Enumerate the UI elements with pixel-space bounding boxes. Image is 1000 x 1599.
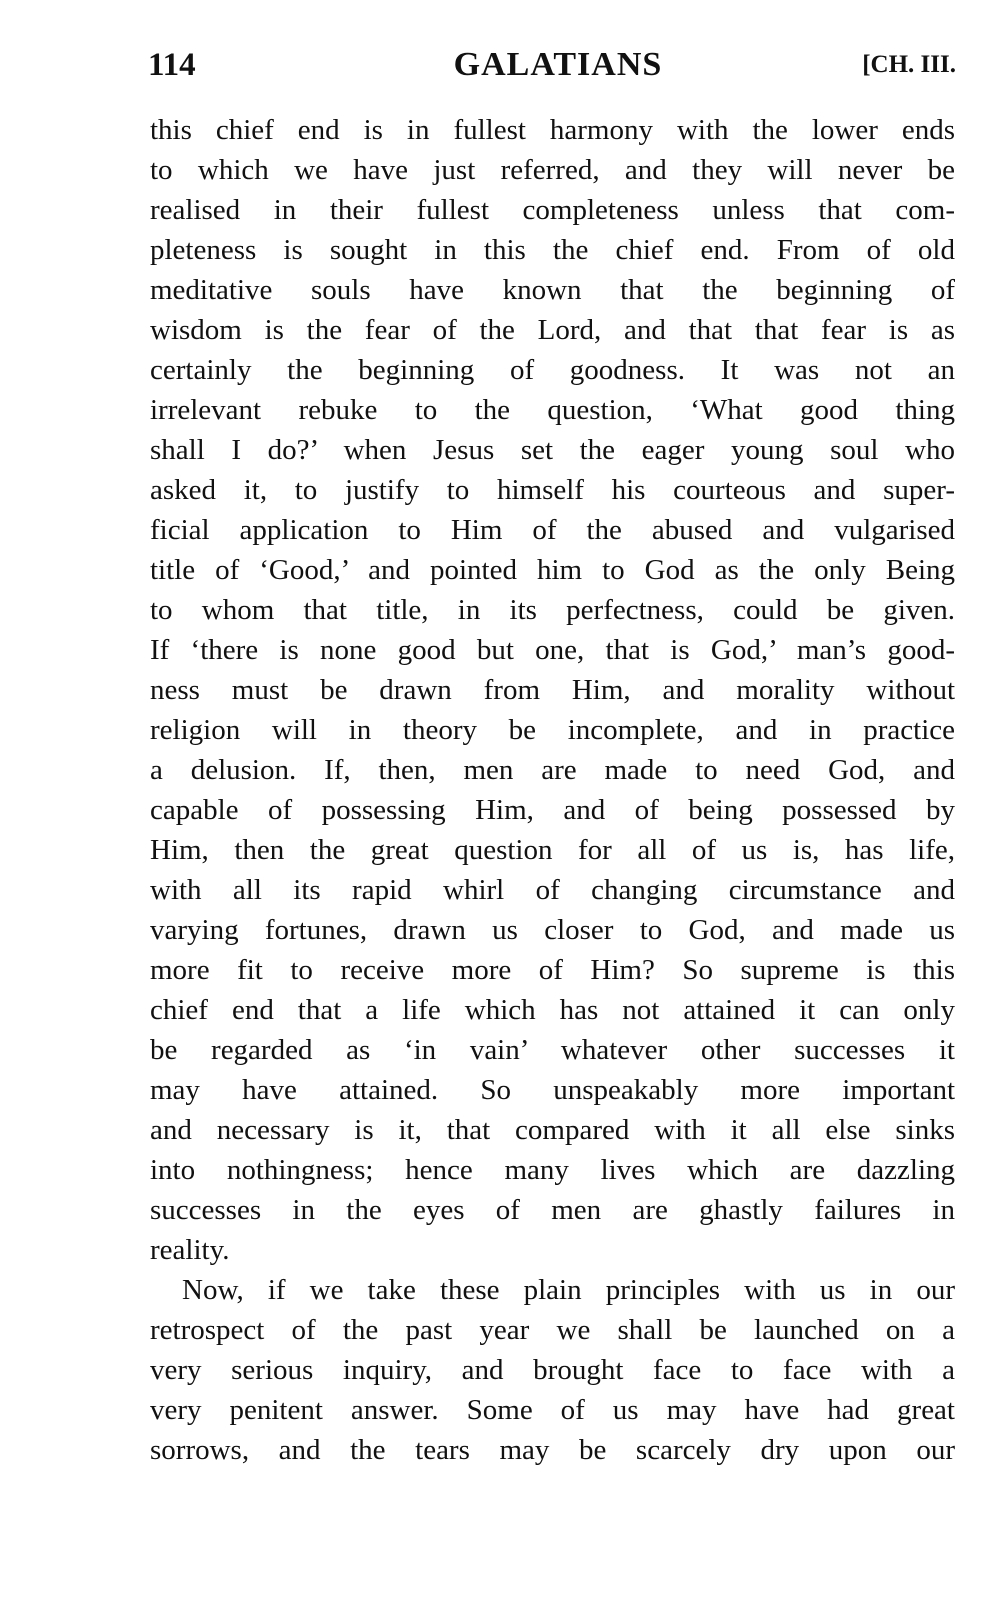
page-number: 114 (148, 47, 196, 83)
text-line: a delusion. If, then, men are made to need God, and (150, 754, 955, 786)
text-line: very penitent answer. Some of us may have had great (150, 1394, 955, 1426)
body-text (150, 110, 955, 1470)
text-line: realised in their fullest completeness unless that com- (150, 194, 955, 226)
text-line: retrospect of the past year we shall be launched on a (150, 1314, 955, 1346)
text-line: meditative souls have known that the beginning of (150, 274, 955, 306)
paragraph-start-line: Now, if we take these plain principles with us in our (182, 1274, 955, 1306)
text-line: to which we have just referred, and they will never be (150, 154, 955, 186)
text-line: shall I do?’ when Jesus set the eager young soul who (150, 434, 955, 466)
text-line: to whom that title, in its perfectness, could be given. (150, 594, 955, 626)
text-line: this chief end is in fullest harmony with the lower ends (150, 114, 955, 146)
text-line: ness must be drawn from Him, and morality without (150, 674, 955, 706)
text-line: with all its rapid whirl of changing circumstance and (150, 874, 955, 906)
text-line: sorrows, and the tears may be scarcely dry upon our (150, 1434, 955, 1466)
chapter-reference: [CH. III. (862, 51, 956, 78)
text-line: may have attained. So unspeakably more important (150, 1074, 955, 1106)
text-line: and necessary is it, that compared with it all else sinks (150, 1114, 955, 1146)
text-line: into nothingness; hence many lives which are dazzling (150, 1154, 955, 1186)
text-line: chief end that a life which has not attained it can only (150, 994, 955, 1026)
text-line: be regarded as ‘in vain’ whatever other successes it (150, 1034, 955, 1066)
paragraph-end-line: reality. (150, 1234, 230, 1266)
text-line: successes in the eyes of men are ghastly failures in (150, 1194, 955, 1226)
book-title: GALATIANS (453, 46, 663, 83)
text-line: wisdom is the fear of the Lord, and that that fear is as (150, 314, 955, 346)
text-line: certainly the beginning of goodness. It was not an (150, 354, 955, 386)
text-line: more fit to receive more of Him? So supreme is this (150, 954, 955, 986)
text-line: title of ‘Good,’ and pointed him to God as the only Being (150, 554, 955, 586)
text-line: irrelevant rebuke to the question, ‘What good thing (150, 394, 955, 426)
text-line: asked it, to justify to himself his courteous and super- (150, 474, 955, 506)
text-line: capable of possessing Him, and of being possessed by (150, 794, 955, 826)
text-line: very serious inquiry, and brought face to face with a (150, 1354, 955, 1386)
text-line: pleteness is sought in this the chief end. From of old (150, 234, 955, 266)
text-line: varying fortunes, drawn us closer to God, and made us (150, 914, 955, 946)
text-line: religion will in theory be incomplete, and in practice (150, 714, 955, 746)
text-line: Him, then the great question for all of us is, has life, (150, 834, 955, 866)
text-line: ficial application to Him of the abused and vulgarised (150, 514, 955, 546)
text-line: If ‘there is none good but one, that is God,’ man’s good- (150, 634, 955, 666)
running-header (148, 40, 956, 90)
